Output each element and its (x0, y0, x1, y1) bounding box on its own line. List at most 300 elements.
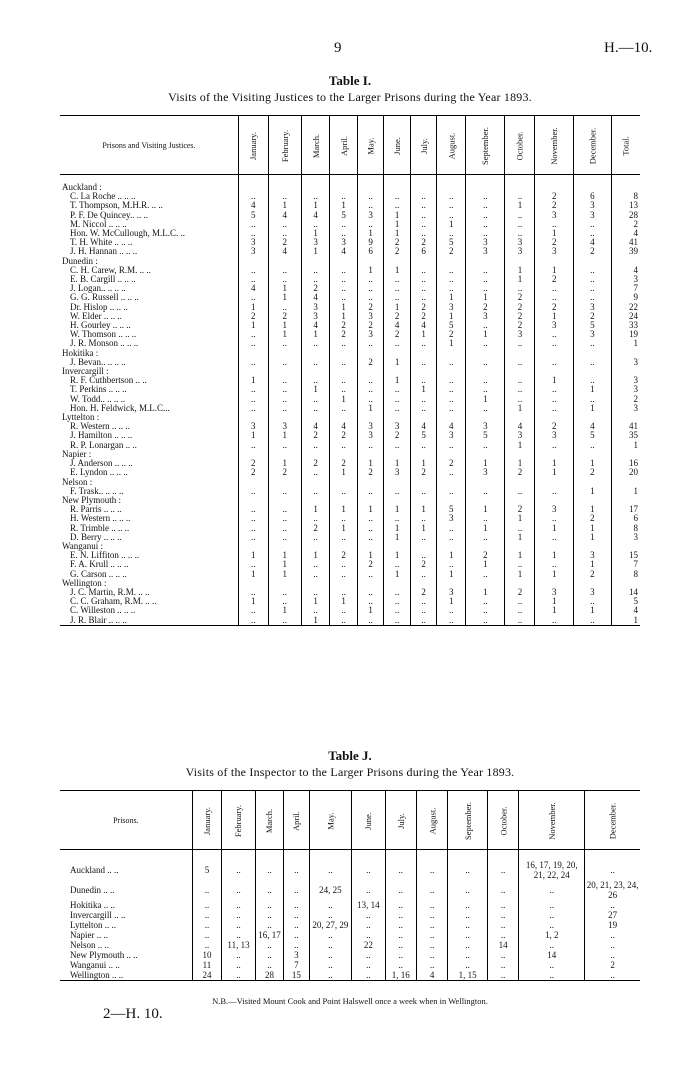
table-cell: .. (238, 616, 268, 626)
table-cell: .. (268, 266, 301, 275)
table-cell: .. (416, 900, 447, 910)
row-label: Wanganui : (62, 540, 104, 551)
table-cell: .. (330, 229, 357, 238)
table-cell: .. (268, 588, 301, 597)
table-cell: 1 (238, 570, 268, 579)
table-cell: 27 (585, 910, 640, 920)
table-cell: .. (487, 920, 518, 930)
table-cell: 1 (411, 459, 437, 468)
table-cell: 1, 16 (385, 970, 416, 981)
table-cell: .. (357, 588, 384, 597)
table-cell: .. (268, 376, 301, 385)
table-cell: .. (466, 570, 505, 579)
table-row (60, 860, 640, 880)
table-cell: .. (487, 930, 518, 940)
table_j-header-6 (385, 791, 416, 850)
table-cell: .. (268, 275, 301, 284)
table_j-header-10 (519, 791, 585, 850)
table-cell: 2 (301, 284, 330, 293)
table-cell: 4 (330, 247, 357, 256)
table-cell: .. (385, 960, 416, 970)
table-cell: 5 (574, 431, 612, 440)
table-cell: 20 (611, 468, 640, 477)
table-cell: 2 (330, 551, 357, 560)
table-cell: .. (466, 339, 505, 348)
table-cell: 1 (238, 321, 268, 330)
table-cell: 3 (357, 330, 384, 339)
table-cell: .. (238, 358, 268, 367)
table-cell: .. (192, 910, 221, 920)
table-cell: .. (411, 284, 437, 293)
table-cell: .. (437, 376, 466, 385)
table-row (60, 960, 640, 970)
table-cell: .. (268, 441, 301, 450)
column-header-label: November. (546, 802, 557, 840)
table-cell: .. (487, 970, 518, 981)
row-label: W. Elder .. .. .. (70, 310, 122, 321)
column-header-label: January. (248, 131, 259, 161)
row-label: R. Trimble .. .. .. (70, 522, 130, 533)
table-cell: .. (535, 293, 574, 302)
table-cell: 2 (505, 505, 535, 514)
table-cell: 1 (466, 588, 505, 597)
table-cell: .. (330, 404, 357, 413)
table-cell: 16, 17 (255, 930, 283, 940)
table-cell: .. (487, 860, 518, 880)
table-cell: 1 (574, 505, 612, 514)
table-cell: .. (301, 441, 330, 450)
table-cell: 1 (505, 551, 535, 560)
column-header-label: July. (418, 138, 429, 154)
table-cell: 1 (611, 487, 640, 496)
table-cell: 3 (611, 376, 640, 385)
table-cell: .. (505, 339, 535, 348)
column-header-label: January. (201, 806, 212, 836)
table-cell: .. (535, 220, 574, 229)
row-label: H. Gourley .. .. .. (70, 320, 131, 331)
row-label: P. F. De Quincey.. .. .. (70, 209, 148, 220)
table-cell: 3 (466, 468, 505, 477)
table-cell: .. (255, 950, 283, 960)
table-cell: 1 (238, 551, 268, 560)
table-cell: 2 (357, 560, 384, 569)
page-number: 9 (334, 40, 342, 56)
table-row (60, 570, 640, 579)
table-cell: .. (574, 220, 612, 229)
table-cell: 1 (357, 229, 384, 238)
table-cell: .. (330, 616, 357, 626)
table-cell: 22 (352, 940, 385, 950)
table-cell: .. (385, 920, 416, 930)
table-cell: .. (437, 533, 466, 542)
row-label: E. B. Cargill .. .. .. (70, 274, 136, 285)
row-label: H. Western .. .. .. (70, 513, 131, 524)
table-cell: .. (301, 376, 330, 385)
table-cell: 2 (238, 459, 268, 468)
table-cell: .. (416, 920, 447, 930)
table-cell: 1 (301, 201, 330, 210)
table-cell: .. (284, 920, 309, 930)
table-cell: .. (448, 880, 488, 900)
table-cell: .. (309, 960, 352, 970)
table-cell: .. (255, 880, 283, 900)
table-row (60, 339, 640, 348)
table-cell: .. (437, 284, 466, 293)
table-cell: 1, 15 (448, 970, 488, 981)
table-cell: 1 (437, 597, 466, 606)
table-cell: .. (284, 930, 309, 940)
table-cell: 22 (611, 303, 640, 312)
table-cell: .. (238, 293, 268, 302)
table-cell: .. (437, 616, 466, 626)
table-cell: .. (284, 900, 309, 910)
table-cell: 3 (535, 321, 574, 330)
table-cell: .. (357, 376, 384, 385)
table-cell: 1 (238, 431, 268, 440)
table-cell: .. (585, 950, 640, 960)
table-cell: 1 (411, 524, 437, 533)
table-cell: .. (384, 284, 411, 293)
table-cell: 1 (466, 293, 505, 302)
table-cell: .. (416, 950, 447, 960)
table-cell: 1 (330, 312, 357, 321)
table-cell: 1 (268, 321, 301, 330)
row-label: E. N. Liffiton .. .. .. (70, 550, 140, 561)
row-label: Wanganui .. .. (70, 960, 120, 970)
table-cell: .. (268, 487, 301, 496)
table-cell: .. (448, 930, 488, 940)
table-cell: .. (574, 441, 612, 450)
table-cell: .. (357, 597, 384, 606)
table-cell: .. (238, 524, 268, 533)
table-cell: 2 (411, 303, 437, 312)
table_j-header-1 (222, 791, 256, 850)
table-cell: .. (192, 880, 221, 900)
table-cell: 1 (437, 293, 466, 302)
table-cell: .. (585, 860, 640, 880)
table-cell: 41 (611, 422, 640, 431)
table-cell: .. (301, 606, 330, 615)
table-cell: .. (309, 940, 352, 950)
table-cell: .. (505, 192, 535, 201)
table-cell: 4 (384, 321, 411, 330)
table-cell: .. (384, 441, 411, 450)
table-cell: 2 (505, 321, 535, 330)
table-cell: .. (505, 376, 535, 385)
table-cell: .. (222, 860, 256, 880)
table-cell: .. (448, 940, 488, 950)
table-cell: 1 (301, 505, 330, 514)
table-cell: 1 (574, 606, 612, 615)
table-cell: .. (309, 900, 352, 910)
table-cell: .. (385, 950, 416, 960)
column-header-label: December. (607, 802, 618, 840)
row-label: F. Trask.. .. .. .. (70, 485, 124, 496)
table-cell: .. (268, 192, 301, 201)
table-cell: .. (574, 597, 612, 606)
table-cell: .. (357, 220, 384, 229)
table-cell: 3 (505, 330, 535, 339)
table-cell: .. (505, 487, 535, 496)
table-cell: 17 (611, 505, 640, 514)
table-cell: .. (384, 293, 411, 302)
table-cell: 1 (535, 551, 574, 560)
table-cell: 2 (574, 247, 612, 256)
table-cell: 1 (301, 385, 330, 394)
table-cell: .. (238, 588, 268, 597)
table-cell: 3 (437, 303, 466, 312)
table-cell: .. (437, 395, 466, 404)
table-cell: .. (384, 385, 411, 394)
table-cell: 1 (384, 220, 411, 229)
table-cell: 1 (268, 551, 301, 560)
table-cell: .. (437, 211, 466, 220)
table-cell: 3 (611, 404, 640, 413)
column-header-label: October. (514, 131, 525, 161)
table-cell: .. (437, 524, 466, 533)
table-cell: 1 (268, 201, 301, 210)
table-cell: 2 (330, 431, 357, 440)
table-cell: .. (411, 339, 437, 348)
column-header-label: Total. (620, 136, 631, 156)
table-cell: .. (585, 970, 640, 981)
table-cell: .. (505, 220, 535, 229)
table-cell: .. (309, 950, 352, 960)
table-cell: .. (535, 616, 574, 626)
table-cell: 2 (268, 468, 301, 477)
table-cell: 4 (411, 422, 437, 431)
table-cell: 5 (437, 321, 466, 330)
column-header-label: June. (392, 137, 403, 155)
table-cell: .. (535, 560, 574, 569)
table-cell: .. (519, 900, 585, 910)
table-cell: .. (519, 960, 585, 970)
table-cell: .. (357, 533, 384, 542)
table-cell: .. (301, 275, 330, 284)
table-cell: .. (519, 940, 585, 950)
table-cell: .. (192, 900, 221, 910)
table-cell: .. (268, 597, 301, 606)
table-cell: 5 (330, 211, 357, 220)
row-label: W. Todd.. .. .. .. (70, 393, 126, 404)
row-label: Nelson : (62, 476, 93, 487)
table-cell: .. (437, 266, 466, 275)
table-cell: .. (301, 487, 330, 496)
table-cell: .. (466, 616, 505, 626)
table-i (60, 115, 640, 626)
table-cell: 6 (411, 247, 437, 256)
table-cell: .. (411, 358, 437, 367)
table-cell: 1 (535, 376, 574, 385)
table-cell: 1 (611, 441, 640, 450)
table-cell: 1 (268, 459, 301, 468)
table-cell: .. (255, 900, 283, 910)
row-label: Hokitika : (62, 347, 99, 358)
row-label: Hon. H. Feldwick, M.L.C... (70, 402, 170, 413)
table-cell: .. (330, 441, 357, 450)
table-cell: .. (411, 404, 437, 413)
row-label: W. Thomson .. .. .. (70, 329, 137, 340)
table-cell: 3 (384, 468, 411, 477)
table-j-first-header: Prisons. (60, 791, 192, 850)
table-cell: .. (357, 284, 384, 293)
table_j-header-8 (448, 791, 488, 850)
table-cell: .. (535, 404, 574, 413)
table-cell: 20, 21, 23, 24, 26 (585, 880, 640, 900)
table-i-header-row (60, 116, 640, 175)
table-cell: 3 (611, 385, 640, 394)
table-i-body (60, 175, 640, 626)
table-cell: 1 (384, 358, 411, 367)
table-cell: 2 (411, 560, 437, 569)
table-cell: 2 (330, 459, 357, 468)
table-cell: .. (519, 970, 585, 981)
table-cell: 4 (301, 211, 330, 220)
table-cell: .. (505, 395, 535, 404)
table-cell: .. (357, 192, 384, 201)
column-header-label: September. (480, 126, 491, 166)
table-cell: 3 (384, 422, 411, 431)
table-cell: 1 (466, 560, 505, 569)
table-cell: 1 (330, 468, 357, 477)
table-cell: 2 (238, 468, 268, 477)
table-cell: .. (357, 616, 384, 626)
table-cell: .. (330, 220, 357, 229)
table-cell: .. (268, 220, 301, 229)
table-cell: 1 (411, 330, 437, 339)
table-cell: .. (519, 880, 585, 900)
table-cell: 1 (268, 606, 301, 615)
table-cell: .. (330, 533, 357, 542)
table-cell: .. (535, 441, 574, 450)
table-cell: 2 (330, 321, 357, 330)
table-cell: 3 (611, 533, 640, 542)
table-cell: 3 (611, 275, 640, 284)
table-cell: .. (330, 358, 357, 367)
table-cell: 2 (330, 330, 357, 339)
table-cell: 1 (384, 266, 411, 275)
table-cell: 4 (611, 606, 640, 615)
table-cell: .. (411, 514, 437, 523)
table-cell: .. (505, 229, 535, 238)
table-cell: .. (268, 358, 301, 367)
table-cell: 4 (611, 266, 640, 275)
table-cell: .. (466, 606, 505, 615)
table-cell: .. (574, 339, 612, 348)
row-label: Lyttelton : (62, 412, 100, 423)
table-cell: 4 (268, 247, 301, 256)
table-cell: 1 (535, 229, 574, 238)
table-cell: 7 (611, 560, 640, 569)
table-cell: .. (487, 880, 518, 900)
table-cell: 1, 2 (519, 930, 585, 940)
column-header-label: August. (446, 132, 457, 160)
table-cell: .. (330, 385, 357, 394)
table-cell: 4 (574, 238, 612, 247)
row-label: J. Hamilton .. .. .. (70, 430, 133, 441)
table-cell: 2 (437, 330, 466, 339)
table-cell: .. (268, 303, 301, 312)
table-cell: .. (466, 597, 505, 606)
table-cell: .. (238, 404, 268, 413)
table-cell: 2 (535, 192, 574, 201)
table-cell: .. (330, 284, 357, 293)
table-cell: 6 (357, 247, 384, 256)
table-cell: .. (238, 339, 268, 348)
table-cell: 1 (505, 514, 535, 523)
table-cell: 3 (505, 238, 535, 247)
table-row (60, 468, 640, 477)
table-j-label: Table J. (328, 748, 372, 763)
spacer-row (60, 175, 640, 184)
table-cell: 16 (611, 459, 640, 468)
table-cell: .. (574, 395, 612, 404)
table_i-header-11 (574, 116, 612, 175)
table-cell: .. (301, 192, 330, 201)
table-cell: .. (384, 514, 411, 523)
table-cell: .. (330, 275, 357, 284)
table-row (60, 533, 640, 542)
page-footer: 2—H. 10. (103, 1006, 163, 1022)
row-label: Nelson .. .. (70, 940, 109, 950)
table-cell: 3 (301, 303, 330, 312)
table-cell: .. (466, 211, 505, 220)
table-cell: 2 (301, 431, 330, 440)
table-cell: 24 (192, 970, 221, 981)
table-cell: .. (385, 880, 416, 900)
table-cell: 1 (437, 312, 466, 321)
table-cell: .. (585, 930, 640, 940)
table-cell: 3 (535, 431, 574, 440)
table-cell: 4 (505, 422, 535, 431)
table-cell: 1 (357, 459, 384, 468)
table-cell: .. (192, 920, 221, 930)
table-cell: 2 (384, 312, 411, 321)
table_i-header-9 (505, 116, 535, 175)
column-header-label: April. (291, 810, 302, 832)
table-cell: 5 (466, 431, 505, 440)
table-cell: 11 (192, 960, 221, 970)
table-cell: 1 (535, 312, 574, 321)
table-cell: .. (222, 970, 256, 981)
table-cell: 3 (357, 211, 384, 220)
table-j-header-row (60, 791, 640, 850)
row-label: New Plymouth : (62, 494, 122, 505)
table-cell: .. (416, 960, 447, 970)
table-cell: .. (384, 606, 411, 615)
table-cell: .. (437, 468, 466, 477)
table-cell: 16, 17, 19, 20, 21, 22, 24 (519, 860, 585, 880)
table-cell: .. (574, 284, 612, 293)
table-cell: 1 (268, 284, 301, 293)
table-cell: .. (519, 910, 585, 920)
table-cell: .. (448, 900, 488, 910)
table-cell: 2 (411, 238, 437, 247)
table-cell: 1 (384, 524, 411, 533)
table-cell: .. (268, 514, 301, 523)
table-cell: .. (505, 284, 535, 293)
table-cell: 1 (466, 505, 505, 514)
table-cell: .. (416, 880, 447, 900)
table-cell: 28 (255, 970, 283, 981)
table-cell: 1 (574, 459, 612, 468)
column-header-label: February. (279, 129, 290, 163)
row-label: J. Logan.. .. .. .. (70, 283, 126, 294)
table-cell: .. (357, 514, 384, 523)
table-cell: .. (535, 358, 574, 367)
row-label: F. A. Krull .. .. .. (70, 559, 129, 570)
table-cell: .. (268, 524, 301, 533)
